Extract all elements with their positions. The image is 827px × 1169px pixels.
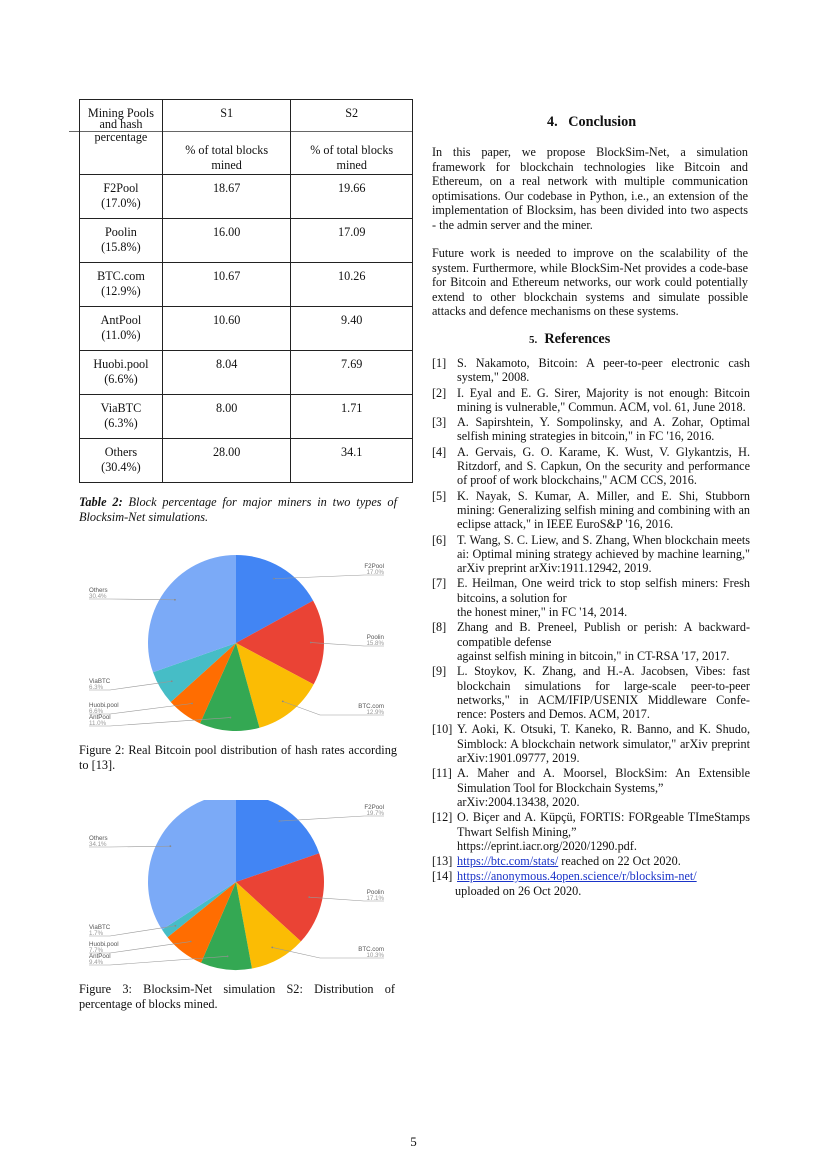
- reference-text-continued: the honest miner," in FC '14, 2014.: [457, 605, 628, 620]
- reference-number: [4]: [432, 444, 447, 459]
- reference-number: [8]: [432, 620, 447, 635]
- reference-item: [432, 533, 750, 576]
- reference-text: [457, 415, 750, 444]
- reference-text: [457, 664, 750, 721]
- reference-number: [5]: [432, 488, 447, 503]
- pie-label-percent: 30.4%: [89, 593, 107, 600]
- references-list: [432, 356, 750, 899]
- reference-text-main: A. Gervais, G. O. Karame, K. Wust, V. Glykantzis, H. Ritzdorf, and S. Capkun, On the security and performance of proof of work blockchains," ACM CCS, 2016.: [457, 444, 750, 488]
- reference-text: [457, 386, 750, 415]
- s2-value: 7.69: [291, 351, 413, 395]
- reference-number: [9]: [432, 664, 447, 679]
- s1-value: 8.04: [162, 351, 291, 395]
- pool-name: Poolin: [105, 225, 137, 239]
- reference-number: [6]: [432, 532, 447, 547]
- pie-label-percent: 34.1%: [89, 841, 107, 848]
- reference-number: [14]: [432, 869, 453, 884]
- leader-dot: [191, 703, 193, 705]
- reference-text: [457, 489, 750, 532]
- reference-text: [457, 576, 750, 619]
- pie-label-percent: 6.6%: [89, 708, 104, 715]
- conclusion-paragraph-1: In this paper, we propose BlockSim-Net, a simulation framework for blockchain technologies like Bitcoin and Ethereum, on a real network with multiple communication optimisations. Our codebase in Python, i.e., an extension of the implementation of Blocksim, has been divided into two aspects - the admin server and the miner.: [432, 145, 748, 232]
- leader-dot: [278, 820, 280, 822]
- pie-label-name: F2Pool: [364, 804, 384, 811]
- reference-item: [432, 810, 750, 853]
- leader-dot: [171, 680, 173, 682]
- pie-label-name: ViaBTC: [89, 678, 111, 685]
- pie-label-percent: 17.0%: [366, 569, 384, 576]
- reference-link[interactable]: https://btc.com/stats/: [457, 854, 559, 869]
- leader-dot: [282, 700, 284, 702]
- reference-number: [13]: [432, 854, 453, 869]
- leader-dot: [227, 955, 229, 957]
- pie-label-percent: 1.7%: [89, 930, 104, 937]
- reference-text-main: T. Wang, S. C. Liew, and S. Zhang, When blockchain meets ai: Optimal mining strategy achieved by machine learning," arXiv preprint arXiv:1911.12942, 2019.: [457, 532, 750, 576]
- reference-number: [12]: [432, 810, 453, 825]
- header-s2: S2 % of total blocks mined: [291, 100, 413, 175]
- pool-cell: [80, 219, 163, 263]
- s2-value: 17.09: [291, 219, 413, 263]
- reference-text-continued: uploaded on 26 Oct 2020.: [455, 883, 582, 898]
- table-row: [80, 351, 413, 395]
- s1-value: 16.00: [162, 219, 291, 263]
- pie-label-name: ViaBTC: [89, 924, 111, 931]
- reference-number: [11]: [432, 766, 452, 781]
- reference-text: [457, 766, 750, 809]
- mining-pools-table: [79, 99, 413, 483]
- pool-hash-percentage: (6.3%): [104, 416, 138, 430]
- reference-text-main: reached on 22 Oct 2020.: [558, 854, 681, 869]
- pool-hash-percentage: (17.0%): [101, 196, 141, 210]
- reference-item: [432, 722, 750, 765]
- s1-value: 10.67: [162, 263, 291, 307]
- table-row: [80, 219, 413, 263]
- reference-item: [432, 445, 750, 488]
- s2-value: 1.71: [291, 395, 413, 439]
- reference-item: [432, 664, 750, 721]
- pie-label-percent: 9.4%: [89, 959, 104, 966]
- pool-name: F2Pool: [103, 181, 139, 195]
- reference-text: [457, 445, 750, 488]
- leader-dot: [271, 947, 273, 949]
- reference-text: [457, 854, 750, 868]
- table-row: [80, 175, 413, 219]
- reference-number: [1]: [432, 356, 447, 370]
- reference-number: [2]: [432, 385, 447, 400]
- reference-item: [432, 576, 750, 619]
- reference-number: [3]: [432, 415, 447, 430]
- reference-item: [432, 854, 750, 868]
- reference-number: [10]: [432, 722, 453, 737]
- reference-item: [432, 766, 750, 809]
- pie-label-name: F2Pool: [364, 563, 384, 570]
- s2-value: 34.1: [291, 439, 413, 483]
- leader-dot: [308, 896, 310, 898]
- reference-text: [457, 869, 750, 898]
- header-mining-pools: Mining Pools and hash percentage: [80, 100, 163, 175]
- pie-label-name: AntPool: [89, 714, 111, 721]
- pie-label-percent: 12.9%: [366, 709, 384, 716]
- reference-item: [432, 620, 750, 663]
- pool-hash-percentage: (11.0%): [101, 328, 141, 342]
- figure-3-pie-chart: [80, 800, 400, 972]
- leader-dot: [310, 642, 312, 644]
- s1-value: 8.00: [162, 395, 291, 439]
- reference-text: [457, 620, 750, 663]
- table-header-row: [80, 100, 413, 175]
- references-heading: 5. References: [529, 331, 611, 347]
- reference-text-continued: https://eprint.iacr.org/2020/1290.pdf.: [457, 838, 637, 853]
- pool-cell: [80, 175, 163, 219]
- pie-label-percent: 6.3%: [89, 684, 104, 691]
- leader-dot: [273, 578, 275, 580]
- pool-name: AntPool: [100, 313, 142, 327]
- leader-dot: [174, 925, 176, 927]
- pool-hash-percentage: (15.8%): [101, 240, 141, 254]
- s1-value: 10.60: [162, 307, 291, 351]
- pool-name: Others: [104, 445, 138, 459]
- reference-text-main: K. Nayak, S. Kumar, A. Miller, and E. Shi, Stubborn mining: Generalizing selfish mining and combining with an eclipse attack," in IEEE EuroS&P '16, 2016.: [457, 488, 750, 532]
- reference-text-main: Zhang and B. Preneel, Publish or perish: A backward-compatible defense: [457, 620, 750, 649]
- pie-label-name: Huobi.pool: [89, 941, 119, 948]
- reference-text-main: Y. Aoki, K. Otsuki, T. Kaneko, R. Banno, and K. Shudo, Simblock: A blockchain network simulator," arXiv preprint arXiv:1901.09777, 2019.: [457, 722, 750, 766]
- s2-value: 10.26: [291, 263, 413, 307]
- s2-value: 19.66: [291, 175, 413, 219]
- s1-value: 18.67: [162, 175, 291, 219]
- reference-link[interactable]: https://anonymous.4open.science/r/blocksim-net/: [457, 869, 697, 884]
- conclusion-paragraph-2: Future work is needed to improve on the scalability of the system. Furthermore, while BlockSim-Net provides a code-base for Bitcoin and Ethereum networks, our work could potentially extend to other blockchain systems and simulate possible attacks and defence mechanisms on these systems.: [432, 246, 748, 319]
- s2-value: 9.40: [291, 307, 413, 351]
- header-s1: S1 % of total blocks mined: [162, 100, 291, 175]
- pool-cell: [80, 351, 163, 395]
- table-caption: Table 2: Block percentage for major miners in two types of Blocksim-Net simulations.: [79, 495, 397, 524]
- s1-value: 28.00: [162, 439, 291, 483]
- reference-text: [457, 810, 750, 853]
- pool-hash-percentage: (6.6%): [104, 372, 138, 386]
- page-number: 5: [410, 1134, 417, 1149]
- table-row: [80, 395, 413, 439]
- reference-text: [457, 533, 750, 576]
- reference-text-main: O. Biçer and A. Küpçü, FORTIS: FORgeable TImeStamps Thwart Selfish Mining,”: [457, 810, 750, 839]
- pie-label-percent: 7.7%: [89, 947, 104, 954]
- table-row: [80, 263, 413, 307]
- pool-name: ViaBTC: [100, 401, 142, 415]
- figure-2-caption: Figure 2: Real Bitcoin pool distribution of hash rates according to [13].: [79, 743, 397, 772]
- table-row: [80, 307, 413, 351]
- reference-item: [432, 356, 750, 385]
- reference-text: [457, 356, 750, 385]
- pie-label-name: Huobi.pool: [89, 702, 119, 709]
- pool-cell: [80, 307, 163, 351]
- pool-name: BTC.com: [97, 269, 145, 283]
- pie-label-percent: 15.8%: [366, 640, 384, 647]
- figure-3-caption: Figure 3: Blocksim-Net simulation S2: Distribution of percentage of blocks mined.: [79, 982, 395, 1011]
- pie-label-name: BTC.com: [358, 703, 384, 710]
- pool-hash-percentage: (12.9%): [101, 284, 141, 298]
- leader-dot: [174, 599, 176, 601]
- leader-dot: [229, 717, 231, 719]
- reference-text-main: E. Heilman, One weird trick to stop selfish miners: Fresh bitcoins, a solution for: [457, 576, 750, 605]
- pool-cell: [80, 439, 163, 483]
- reference-text-main: A. Sapirshtein, Y. Sompolinsky, and A. Zohar, Optimal selfish mining strategies in bitcoin," in FC '16, 2016.: [457, 415, 750, 444]
- reference-item: [432, 415, 750, 444]
- table-row: [80, 439, 413, 483]
- reference-item: [432, 386, 750, 415]
- reference-item: [432, 869, 750, 898]
- pool-hash-percentage: (30.4%): [101, 460, 141, 474]
- pie-label-name: AntPool: [89, 953, 111, 960]
- pie-label-percent: 10.3%: [366, 952, 384, 959]
- pie-label-name: Poolin: [366, 634, 384, 641]
- reference-text-continued: arXiv:2004.13438, 2020.: [457, 794, 580, 809]
- reference-number: [7]: [432, 576, 447, 591]
- reference-text-main: I. Eyal and E. G. Sirer, Majority is not enough: Bitcoin mining is vulnerable," Commun. ACM, vol. 61, June 2018.: [457, 385, 750, 414]
- pool-cell: [80, 395, 163, 439]
- pool-name: Huobi.pool: [93, 357, 149, 371]
- reference-text-main: S. Nakamoto, Bitcoin: A peer-to-peer electronic cash system," 2008.: [457, 356, 750, 385]
- pie-label-percent: 19.7%: [366, 810, 384, 817]
- pie-label-percent: 17.1%: [366, 895, 384, 902]
- reference-item: [432, 489, 750, 532]
- reference-text-continued: against selfish mining in bitcoin," in CT-RSA '17, 2017.: [457, 648, 730, 663]
- pie-label-name: Poolin: [366, 889, 384, 896]
- figure-2-pie-chart: [80, 553, 400, 735]
- pie-label-name: BTC.com: [358, 946, 384, 953]
- reference-text-main: A. Maher and A. Moorsel, BlockSim: An Extensible Simulation Tool for Blockchain Systems,”: [457, 766, 750, 795]
- reference-text-main: L. Stoykov, K. Zhang, and H.-A. Jacobsen, Vibes: fast blockchain simulations for large-scale peer-to-peer networks," in ACM/IFIP/USENIX Middleware Confe-rence: Posters and Demos. ACM, 2017.: [457, 664, 750, 722]
- pie-label-name: Others: [89, 587, 108, 594]
- reference-text: [457, 722, 750, 765]
- pie-label-percent: 11.0%: [89, 720, 107, 727]
- leader-dot: [190, 941, 192, 943]
- conclusion-heading: 4. Conclusion: [547, 114, 637, 130]
- pie-label-name: Others: [89, 835, 108, 842]
- pool-cell: [80, 263, 163, 307]
- leader-dot: [169, 845, 171, 847]
